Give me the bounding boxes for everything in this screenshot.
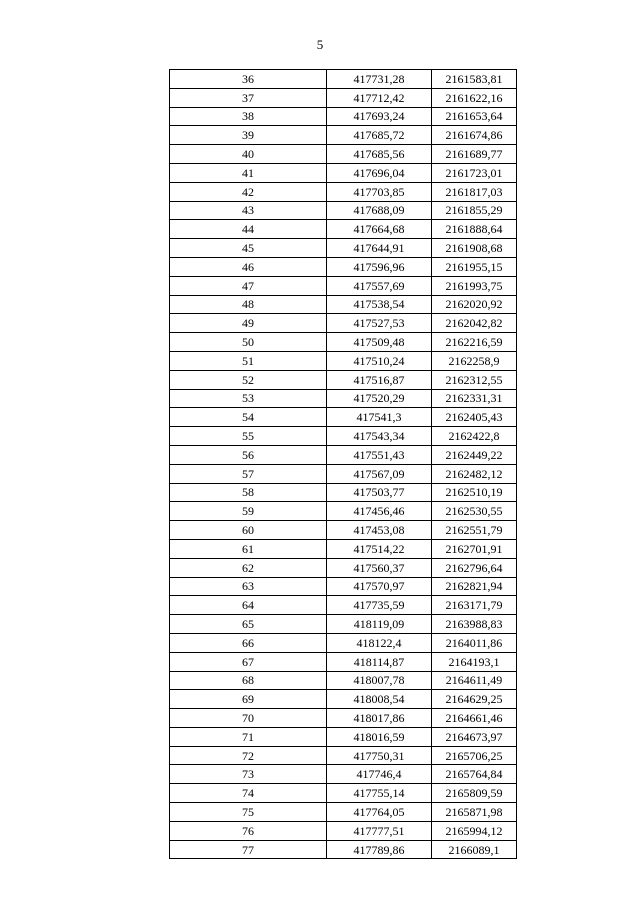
table-row xyxy=(170,333,517,352)
table-row xyxy=(170,126,517,145)
y-coordinate-cell: 2162821,94 xyxy=(432,577,517,596)
y-coordinate-cell: 2162216,59 xyxy=(432,333,517,352)
x-coordinate-cell: 417777,51 xyxy=(327,821,432,840)
x-coordinate-cell: 418007,78 xyxy=(327,671,432,690)
table-row xyxy=(170,483,517,502)
x-coordinate-cell: 417755,14 xyxy=(327,784,432,803)
table-row xyxy=(170,370,517,389)
x-coordinate-cell: 417560,37 xyxy=(327,558,432,577)
point-number-cell: 75 xyxy=(170,803,327,822)
x-coordinate-cell: 417703,85 xyxy=(327,182,432,201)
point-number-cell: 63 xyxy=(170,577,327,596)
table-row xyxy=(170,577,517,596)
point-number-cell: 44 xyxy=(170,220,327,239)
y-coordinate-cell: 2162449,22 xyxy=(432,445,517,464)
point-number-cell: 61 xyxy=(170,539,327,558)
x-coordinate-cell: 417516,87 xyxy=(327,370,432,389)
x-coordinate-cell: 417543,34 xyxy=(327,427,432,446)
table-row xyxy=(170,107,517,126)
table-row xyxy=(170,690,517,709)
table-row xyxy=(170,709,517,728)
coordinates-table xyxy=(169,69,517,859)
y-coordinate-cell: 2162020,92 xyxy=(432,295,517,314)
table-row xyxy=(170,746,517,765)
x-coordinate-cell: 417596,96 xyxy=(327,257,432,276)
y-coordinate-cell: 2161689,77 xyxy=(432,145,517,164)
table-row xyxy=(170,633,517,652)
x-coordinate-cell: 417510,24 xyxy=(327,351,432,370)
table-row xyxy=(170,445,517,464)
x-coordinate-cell: 417514,22 xyxy=(327,539,432,558)
x-coordinate-cell: 417696,04 xyxy=(327,163,432,182)
table-row xyxy=(170,257,517,276)
point-number-cell: 59 xyxy=(170,502,327,521)
table-row xyxy=(170,427,517,446)
y-coordinate-cell: 2161888,64 xyxy=(432,220,517,239)
x-coordinate-cell: 418017,86 xyxy=(327,709,432,728)
y-coordinate-cell: 2161723,01 xyxy=(432,163,517,182)
table-row xyxy=(170,727,517,746)
point-number-cell: 42 xyxy=(170,182,327,201)
y-coordinate-cell: 2161855,29 xyxy=(432,201,517,220)
x-coordinate-cell: 417750,31 xyxy=(327,746,432,765)
point-number-cell: 40 xyxy=(170,145,327,164)
table-row xyxy=(170,239,517,258)
x-coordinate-cell: 417509,48 xyxy=(327,333,432,352)
y-coordinate-cell: 2161955,15 xyxy=(432,257,517,276)
table-row xyxy=(170,201,517,220)
table-row xyxy=(170,803,517,822)
x-coordinate-cell: 417746,4 xyxy=(327,765,432,784)
y-coordinate-cell: 2161674,86 xyxy=(432,126,517,145)
y-coordinate-cell: 2163171,79 xyxy=(432,596,517,615)
point-number-cell: 36 xyxy=(170,70,327,89)
y-coordinate-cell: 2161817,03 xyxy=(432,182,517,201)
y-coordinate-cell: 2164661,46 xyxy=(432,709,517,728)
table-row xyxy=(170,784,517,803)
point-number-cell: 67 xyxy=(170,652,327,671)
point-number-cell: 46 xyxy=(170,257,327,276)
point-number-cell: 43 xyxy=(170,201,327,220)
y-coordinate-cell: 2165809,59 xyxy=(432,784,517,803)
y-coordinate-cell: 2161622,16 xyxy=(432,88,517,107)
x-coordinate-cell: 417570,97 xyxy=(327,577,432,596)
y-coordinate-cell: 2162796,64 xyxy=(432,558,517,577)
y-coordinate-cell: 2162405,43 xyxy=(432,408,517,427)
point-number-cell: 49 xyxy=(170,314,327,333)
x-coordinate-cell: 417789,86 xyxy=(327,840,432,859)
point-number-cell: 53 xyxy=(170,389,327,408)
table-row xyxy=(170,295,517,314)
point-number-cell: 50 xyxy=(170,333,327,352)
table-row xyxy=(170,615,517,634)
y-coordinate-cell: 2163988,83 xyxy=(432,615,517,634)
table-row xyxy=(170,276,517,295)
table-row xyxy=(170,408,517,427)
point-number-cell: 38 xyxy=(170,107,327,126)
y-coordinate-cell: 2165706,25 xyxy=(432,746,517,765)
x-coordinate-cell: 417731,28 xyxy=(327,70,432,89)
point-number-cell: 48 xyxy=(170,295,327,314)
table-row xyxy=(170,464,517,483)
x-coordinate-cell: 417456,46 xyxy=(327,502,432,521)
y-coordinate-cell: 2162258,9 xyxy=(432,351,517,370)
y-coordinate-cell: 2161908,68 xyxy=(432,239,517,258)
point-number-cell: 60 xyxy=(170,521,327,540)
y-coordinate-cell: 2162510,19 xyxy=(432,483,517,502)
point-number-cell: 71 xyxy=(170,727,327,746)
y-coordinate-cell: 2166089,1 xyxy=(432,840,517,859)
y-coordinate-cell: 2165871,98 xyxy=(432,803,517,822)
x-coordinate-cell: 417527,53 xyxy=(327,314,432,333)
point-number-cell: 77 xyxy=(170,840,327,859)
y-coordinate-cell: 2162530,55 xyxy=(432,502,517,521)
table-row xyxy=(170,220,517,239)
point-number-cell: 39 xyxy=(170,126,327,145)
table-row xyxy=(170,558,517,577)
x-coordinate-cell: 417764,05 xyxy=(327,803,432,822)
point-number-cell: 52 xyxy=(170,370,327,389)
x-coordinate-cell: 418119,09 xyxy=(327,615,432,634)
point-number-cell: 62 xyxy=(170,558,327,577)
point-number-cell: 37 xyxy=(170,88,327,107)
point-number-cell: 51 xyxy=(170,351,327,370)
point-number-cell: 41 xyxy=(170,163,327,182)
table-row xyxy=(170,88,517,107)
point-number-cell: 55 xyxy=(170,427,327,446)
point-number-cell: 58 xyxy=(170,483,327,502)
x-coordinate-cell: 417735,59 xyxy=(327,596,432,615)
x-coordinate-cell: 418122,4 xyxy=(327,633,432,652)
point-number-cell: 65 xyxy=(170,615,327,634)
point-number-cell: 69 xyxy=(170,690,327,709)
y-coordinate-cell: 2162701,91 xyxy=(432,539,517,558)
x-coordinate-cell: 417685,56 xyxy=(327,145,432,164)
table-row xyxy=(170,539,517,558)
table-row xyxy=(170,314,517,333)
point-number-cell: 45 xyxy=(170,239,327,258)
x-coordinate-cell: 417538,54 xyxy=(327,295,432,314)
y-coordinate-cell: 2164011,86 xyxy=(432,633,517,652)
table-row xyxy=(170,671,517,690)
y-coordinate-cell: 2162331,31 xyxy=(432,389,517,408)
table-row xyxy=(170,765,517,784)
table-row xyxy=(170,596,517,615)
y-coordinate-cell: 2162042,82 xyxy=(432,314,517,333)
table-row xyxy=(170,840,517,859)
y-coordinate-cell: 2165994,12 xyxy=(432,821,517,840)
y-coordinate-cell: 2162422,8 xyxy=(432,427,517,446)
coordinates-table-body xyxy=(170,70,517,859)
x-coordinate-cell: 417688,09 xyxy=(327,201,432,220)
table-row xyxy=(170,182,517,201)
table-row xyxy=(170,821,517,840)
y-coordinate-cell: 2162312,55 xyxy=(432,370,517,389)
table-row xyxy=(170,351,517,370)
point-number-cell: 73 xyxy=(170,765,327,784)
x-coordinate-cell: 417567,09 xyxy=(327,464,432,483)
y-coordinate-cell: 2164629,25 xyxy=(432,690,517,709)
y-coordinate-cell: 2161583,81 xyxy=(432,70,517,89)
y-coordinate-cell: 2164673,97 xyxy=(432,727,517,746)
table-row xyxy=(170,145,517,164)
point-number-cell: 57 xyxy=(170,464,327,483)
table-row xyxy=(170,652,517,671)
y-coordinate-cell: 2162551,79 xyxy=(432,521,517,540)
y-coordinate-cell: 2162482,12 xyxy=(432,464,517,483)
y-coordinate-cell: 2161653,64 xyxy=(432,107,517,126)
table-row xyxy=(170,389,517,408)
x-coordinate-cell: 417644,91 xyxy=(327,239,432,258)
table-row xyxy=(170,163,517,182)
x-coordinate-cell: 417693,24 xyxy=(327,107,432,126)
point-number-cell: 72 xyxy=(170,746,327,765)
table-row xyxy=(170,521,517,540)
page-number: 5 xyxy=(316,37,324,52)
point-number-cell: 68 xyxy=(170,671,327,690)
point-number-cell: 76 xyxy=(170,821,327,840)
point-number-cell: 74 xyxy=(170,784,327,803)
point-number-cell: 70 xyxy=(170,709,327,728)
point-number-cell: 64 xyxy=(170,596,327,615)
x-coordinate-cell: 417453,08 xyxy=(327,521,432,540)
point-number-cell: 66 xyxy=(170,633,327,652)
x-coordinate-cell: 417557,69 xyxy=(327,276,432,295)
x-coordinate-cell: 417685,72 xyxy=(327,126,432,145)
x-coordinate-cell: 417551,43 xyxy=(327,445,432,464)
table-row xyxy=(170,502,517,521)
point-number-cell: 54 xyxy=(170,408,327,427)
x-coordinate-cell: 418016,59 xyxy=(327,727,432,746)
x-coordinate-cell: 417541,3 xyxy=(327,408,432,427)
y-coordinate-cell: 2165764,84 xyxy=(432,765,517,784)
x-coordinate-cell: 417712,42 xyxy=(327,88,432,107)
y-coordinate-cell: 2161993,75 xyxy=(432,276,517,295)
y-coordinate-cell: 2164611,49 xyxy=(432,671,517,690)
point-number-cell: 56 xyxy=(170,445,327,464)
table-row xyxy=(170,70,517,89)
x-coordinate-cell: 417664,68 xyxy=(327,220,432,239)
x-coordinate-cell: 418008,54 xyxy=(327,690,432,709)
x-coordinate-cell: 418114,87 xyxy=(327,652,432,671)
y-coordinate-cell: 2164193,1 xyxy=(432,652,517,671)
point-number-cell: 47 xyxy=(170,276,327,295)
x-coordinate-cell: 417520,29 xyxy=(327,389,432,408)
x-coordinate-cell: 417503,77 xyxy=(327,483,432,502)
